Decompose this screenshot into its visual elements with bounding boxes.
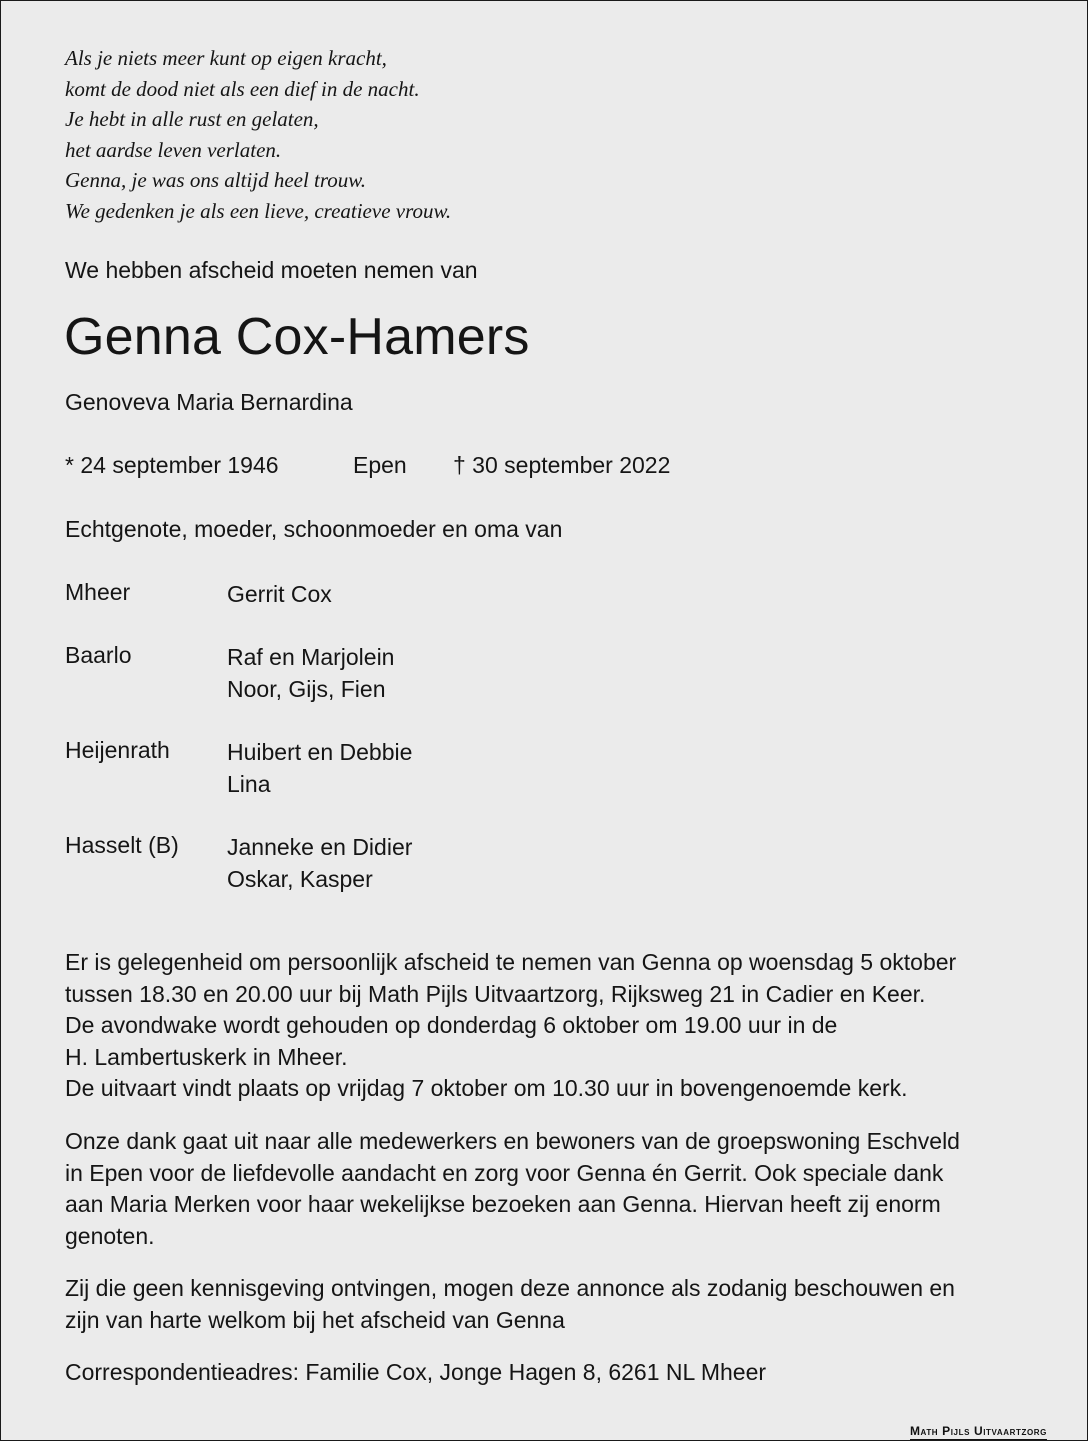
poem-line: het aardse leven verlaten. [65, 137, 282, 162]
paragraph-line: Zij die geen kennisgeving ontvingen, mogen deze annonce als zodanig beschouwen en [65, 1275, 955, 1301]
family-place: Heijenrath [65, 737, 170, 763]
funeral-home-logo: Math Pijls Uitvaartzorg [909, 1424, 1047, 1438]
poem-line: Je hebt in alle rust en gelaten, [65, 107, 319, 131]
full-name: Genoveva Maria Bernardina [65, 389, 353, 415]
death-date: † 30 september 2022 [453, 452, 671, 478]
family-name-line: Raf en Marjolein [227, 644, 395, 670]
family-names [227, 832, 412, 895]
paragraph-line: Er is gelegenheid om persoonlijk afscheid te nemen van Genna op woensdag 5 oktober [65, 949, 957, 975]
paragraph-line: De avondwake wordt gehouden op donderdag 6 oktober om 19.00 uur in de [65, 1012, 838, 1038]
family-name-line: Lina [227, 770, 271, 797]
birth-date: * 24 september 1946 [65, 452, 279, 478]
family-name-line: Janneke en Didier [227, 834, 413, 860]
family-place: Hasselt (B) [65, 832, 179, 858]
birth-place: Epen [353, 452, 407, 478]
relation-text: Echtgenote, moeder, schoonmoeder en oma van [65, 516, 563, 542]
paragraph-line: in Epen voor de liefdevolle aandacht en zorg voor Genna én Gerrit. Ook speciale dank [65, 1159, 944, 1186]
family-place: Mheer [65, 579, 131, 605]
paragraph-line: De uitvaart vindt plaats op vrijdag 7 oktober om 10.30 uur in bovengenoemde kerk. [65, 1075, 908, 1101]
deceased-name: Genna Cox-Hamers [64, 308, 530, 366]
family-name-line: Gerrit Cox [227, 581, 332, 607]
family-name-line: Oskar, Kasper [227, 865, 373, 892]
family-names [227, 642, 394, 705]
family-names [227, 737, 412, 800]
family-name-line: Noor, Gijs, Fien [227, 675, 386, 702]
paragraph-line: Onze dank gaat uit naar alle medewerkers en bewoners van de groepswoning Eschveld [65, 1128, 960, 1154]
poem-line: Genna, je was ons altijd heel trouw. [65, 168, 366, 192]
poem-line: komt de dood niet als een dief in de nacht. [65, 76, 420, 101]
family-name-line: Huibert en Debbie [227, 739, 413, 765]
intro-text: We hebben afscheid moeten nemen van [65, 257, 478, 283]
notice-paragraph [65, 1273, 955, 1336]
paragraph-line: genoten. [65, 1222, 155, 1249]
poem-line: Als je niets meer kunt op eigen kracht, [65, 46, 387, 70]
paragraph-line: tussen 18.30 en 20.00 uur bij Math Pijls Uitvaartzorg, Rijksweg 21 in Cadier en Keer. [65, 980, 926, 1007]
family-names [227, 579, 332, 611]
thanks-paragraph [65, 1126, 960, 1252]
paragraph-line: H. Lambertuskerk in Mheer. [65, 1043, 348, 1070]
funeral-details-paragraph [65, 947, 956, 1105]
poem-line: We gedenken je als een lieve, creatieve vrouw. [65, 198, 452, 223]
paragraph-line: aan Maria Merken voor haar wekelijkse bezoeken aan Genna. Hiervan heeft zij enorm [65, 1191, 941, 1217]
family-place: Baarlo [65, 642, 132, 668]
paragraph-line: zijn van harte welkom bij het afscheid van Genna [65, 1306, 565, 1333]
correspondence-address: Correspondentieadres: Familie Cox, Jonge Hagen 8, 6261 NL Mheer [65, 1359, 767, 1385]
poem [65, 43, 451, 226]
